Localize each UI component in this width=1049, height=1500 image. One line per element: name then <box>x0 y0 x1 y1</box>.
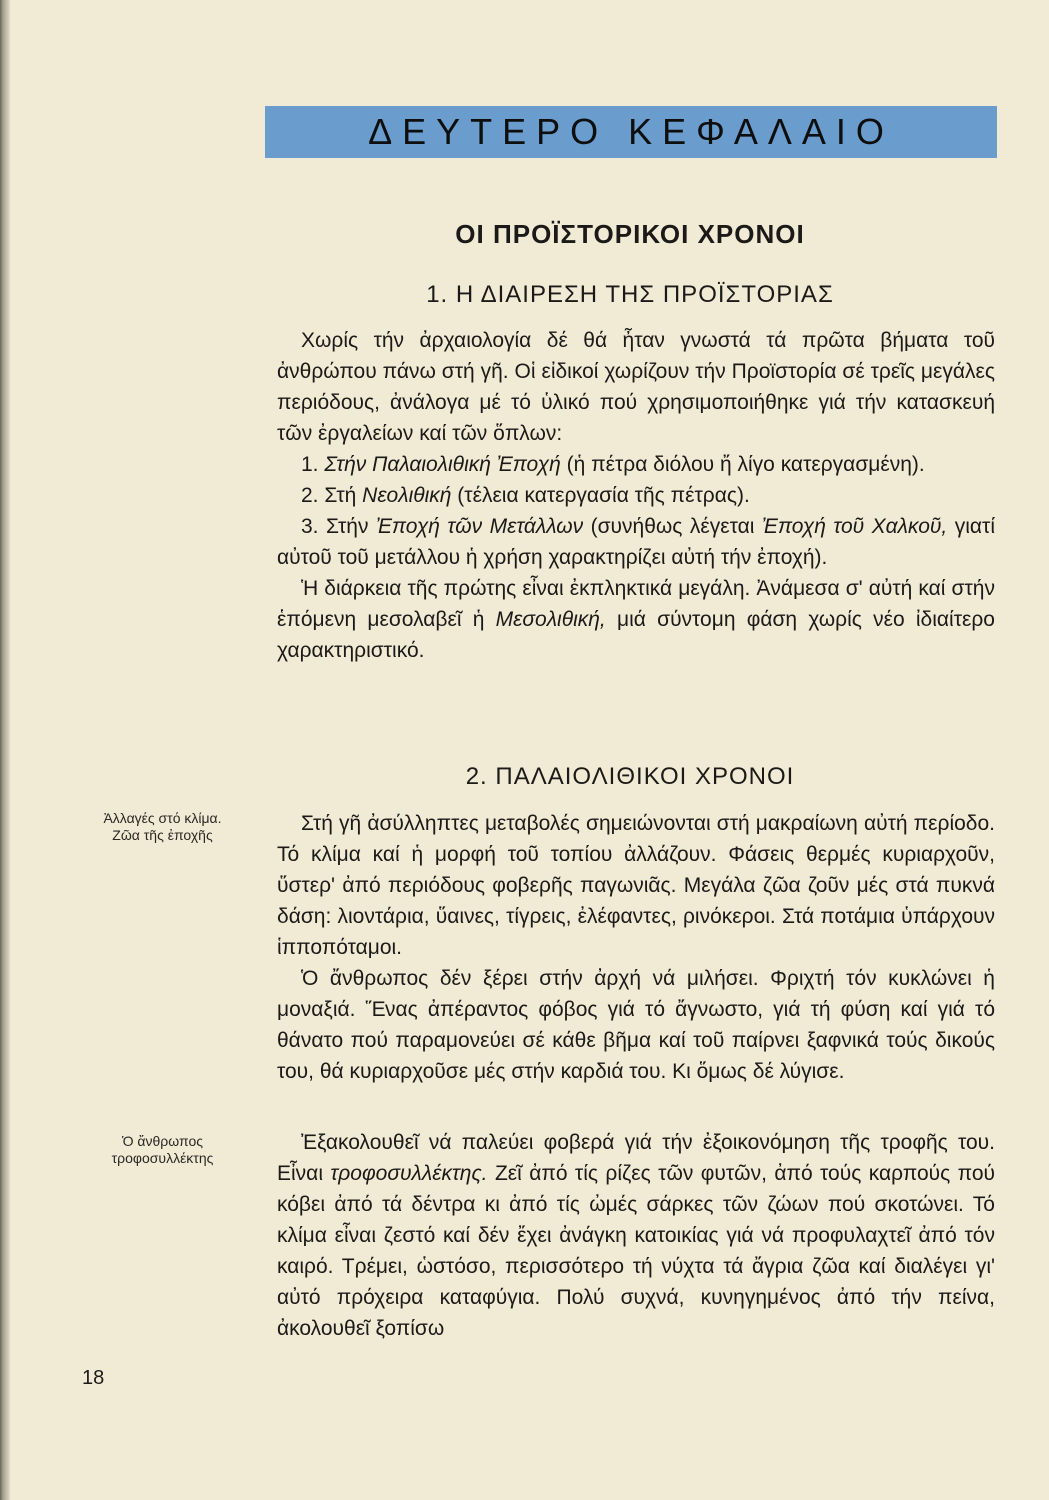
list-item-3-number: 3. <box>301 515 319 538</box>
paragraph-3-pre: Ἐξακολουθεῖ νά παλεύει φοβερά γιά τήν ἐξοικονόμηση τῆς τροφῆς του. Εἶναι <box>277 1131 995 1185</box>
section-2-body <box>277 808 995 1087</box>
list-item-3-mid: (συνήθως λέγεται <box>590 515 755 538</box>
list-item-2-term: Νεολιθική <box>362 484 452 507</box>
section-1-closing <box>277 573 995 666</box>
closing-text: μιά σύντομη φάση χωρίς νέο ἰδιαίτερο χαρακτηριστικό. <box>277 608 995 662</box>
section-2-heading: 2. ΠΑΛΑΙΟΛΙΘΙΚΟΙ ΧΡΟΝΟΙ <box>465 763 795 790</box>
list-item-1 <box>277 449 995 480</box>
closing-pre: Ἡ διάρκεια τῆς πρώτης εἶναι ἐκπληκτικά μεγάλη. Ἀνάμεσα σ' αὐτή καί στήν ἑπόμενη μεσολαβεῖ ἡ <box>277 577 995 631</box>
paragraph-3-term: τροφοσυλλέκτης. <box>330 1162 488 1185</box>
list-item-3-pre: Στήν <box>326 515 369 538</box>
sidenote-gatherer: Ὁ ἄνθρωπος τροφοσυλλέκτης <box>111 1133 214 1166</box>
chapter-banner: ΔΕΥΤΕΡΟ ΚΕΦΑΛΑΙΟ <box>265 106 997 158</box>
list-item-3-text: γιατί αὐτοῦ τοῦ μετάλλου ἡ χρήση χαρακτηρίζει αὐτή τήν ἐποχή). <box>277 515 996 569</box>
sidenote-climate: Ἀλλαγές στό κλίμα. Ζῶα τῆς ἐποχῆς <box>103 810 222 843</box>
section-1-body <box>277 325 995 666</box>
list-item-3 <box>277 511 995 573</box>
list-item-1-number: 1. <box>301 453 319 476</box>
section-2-paragraph-1: Στή γῆ ἀσύλληπτες μεταβολές σημειώνονται στή μακραίωνη αὐτή περίοδο. Τό κλίμα καί ἡ μορφή τοῦ τοπίου ἀλλάζουν. Φάσεις θερμές κυριαρχοῦν, ὕστερ' ἀπό περιόδους φοβερῆς παγωνιᾶς. Μεγάλα ζῶα ζοῦν μές στά πυκνά δάση: λιοντάρια, ὕαινες, τίγρεις, ἐλέφαντες, ρινόκεροι. Στά ποτάμια ὑπάρχουν ἱπποπόταμοι. <box>277 812 995 959</box>
list-item-1-term: Στήν Παλαιολιθική Ἐποχή <box>324 453 561 476</box>
section-1-heading: 1. Η ΔΙΑΙΡΕΣΗ ΤΗΣ ΠΡΟΪΣΤΟΡΙΑΣ <box>426 281 834 308</box>
paragraph-3-text: Ζεῖ ἀπό τίς ρίζες τῶν φυτῶν, ἀπό τούς καρπούς πού κόβει ἀπό τά δέντρα κι ἀπό τίς ὠμές σάρκες τῶν ζώων πού σκοτώνει. Τό κλίμα εἶναι ζεστό καί δέν ἔχει ἀνάγκη κατοικίας γιά νά προφυλαχτεῖ ἀπό τόν καιρό. Τρέμει, ὡστόσο, περισσότερο τή νύχτα τά ἄγρια ζῶα καί διαλέγει γι' αὐτό πρόχειρα καταφύγια. Πολύ συχνά, κυνηγημένος ἀπό τήν πείνα, ἀκολουθεῖ ξοπίσω <box>277 1162 995 1340</box>
closing-term: Μεσολιθική, <box>495 608 606 631</box>
list-item-2 <box>277 480 995 511</box>
section-2-paragraph-3 <box>277 1127 995 1344</box>
page-binding-edge <box>0 0 10 1500</box>
section-1-intro: Χωρίς τήν ἀρχαιολογία δέ θά ἦταν γνωστά τά πρῶτα βήματα τοῦ ἀνθρώπου πάνω στή γῆ. Οἱ εἰδικοί χωρίζουν τήν Προϊστορία σέ τρεῖς μεγάλες περιόδους, ἀνάλογα μέ τό ὑλικό πού χρησιμοποιήθηκε γιά τήν κατασκευή τῶν ἐργαλείων καί τῶν ὅπλων: <box>277 329 995 445</box>
list-item-2-text: (τέλεια κατεργασία τῆς πέτρας). <box>457 484 750 507</box>
list-item-3-term: Ἐποχή τῶν Μετάλλων <box>375 515 584 538</box>
page-number: 18 <box>82 1367 105 1389</box>
section-2-paragraph-2: Ὁ ἄνθρωπος δέν ξέρει στήν ἀρχή νά μιλήσει. Φριχτή τόν κυκλώνει ἡ μοναξιά. Ἕνας ἀπέραντος φόβος γιά τό ἄγνωστο, γιά τή φύση καί γιά τό θάνατο πού παραμονεύει σέ κάθε βῆμα καί τοῦ παίρνει ξαφνικά τούς δικούς του, θά κυριαρχοῦσε μές στήν καρδιά του. Κι ὅμως δέ λύγισε. <box>277 967 995 1083</box>
page-title: ΟΙ ΠΡΟΪΣΤΟΡΙΚΟΙ ΧΡΟΝΟΙ <box>455 219 805 249</box>
list-item-1-text: (ἡ πέτρα διόλου ἤ λίγο κατεργασμένη). <box>566 453 925 476</box>
list-item-2-number: 2. <box>301 484 319 507</box>
list-item-2-pre: Στή <box>324 484 357 507</box>
list-item-3-term-2: Ἐποχή τοῦ Χαλκοῦ, <box>761 515 948 538</box>
